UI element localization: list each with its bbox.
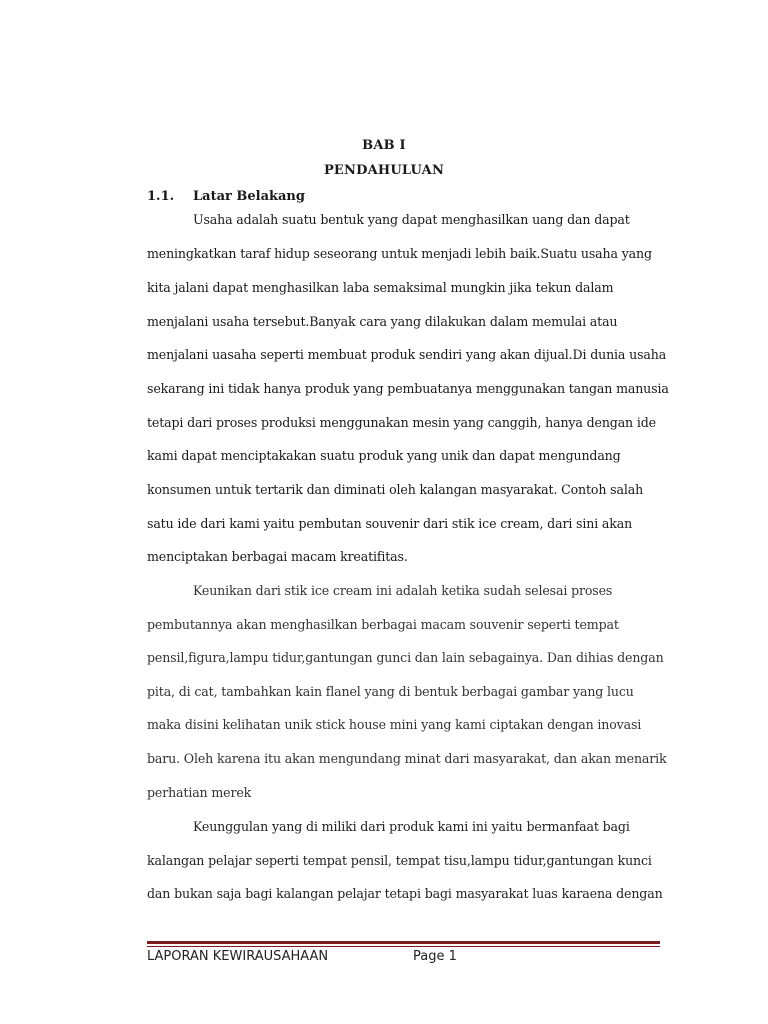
paragraph-2-line: Keunikan dari stik ice cream ini adalah ketika sudah selesai proses: [193, 583, 613, 598]
paragraph-2-line: pita, di cat, tambahkan kain flanel yang di bentuk berbagai gambar yang lucu: [147, 684, 634, 699]
paragraph-2-line: pembutannya akan menghasilkan berbagai macam souvenir seperti tempat: [147, 617, 619, 632]
paragraph-1-line: tetapi dari proses produksi menggunakan mesin yang canggih, hanya dengan ide: [147, 415, 656, 430]
paragraph-1-line: menjalani uasaha seperti membuat produk sendiri yang akan dijual.Di dunia usaha: [147, 347, 667, 362]
paragraph-2-line: pensil,figura,lampu tidur,gantungan gunci dan lain sebagainya. Dan dihias dengan: [147, 650, 664, 665]
paragraph-1-line: kita jalani dapat menghasilkan laba semaksimal mungkin jika tekun dalam: [147, 280, 614, 295]
footer-page-number: Page 1: [413, 949, 457, 964]
chapter-label: BAB I: [362, 138, 406, 153]
paragraph-3-line: Keunggulan yang di miliki dari produk kami ini yaitu bermanfaat bagi: [193, 819, 630, 834]
paragraph-1-line: kami dapat menciptakakan suatu produk yang unik dan dapat mengundang: [147, 448, 621, 463]
paragraph-2-line: baru. Oleh karena itu akan mengundang minat dari masyarakat, dan akan menarik: [147, 751, 667, 766]
paragraph-1-line: sekarang ini tidak hanya produk yang pembuatanya menggunakan tangan manusia: [147, 381, 669, 396]
footer-report-title: LAPORAN KEWIRAUSAHAAN: [147, 949, 329, 964]
paragraph-1-line: meningkatkan taraf hidup seseorang untuk menjadi lebih baik.Suatu usaha yang: [147, 246, 652, 261]
footer-divider-thin: [147, 946, 660, 947]
paragraph-1-line: menjalani usaha tersebut.Banyak cara yang dilakukan dalam memulai atau: [147, 314, 618, 329]
chapter-title: PENDAHULUAN: [323, 163, 445, 178]
paragraph-2-line: perhatian merek: [147, 785, 252, 800]
footer-divider-thick: [147, 941, 660, 944]
paragraph-3-line: dan bukan saja bagi kalangan pelajar tetapi bagi masyarakat luas karaena dengan: [147, 886, 663, 901]
paragraph-1-line: konsumen untuk tertarik dan diminati oleh kalangan masyarakat. Contoh salah: [147, 482, 644, 497]
paragraph-1-line: menciptakan berbagai macam kreatifitas.: [147, 549, 408, 564]
paragraph-1-line: satu ide dari kami yaitu pembutan souvenir dari stik ice cream, dari sini akan: [147, 516, 633, 531]
paragraph-3-line: kalangan pelajar seperti tempat pensil, tempat tisu,lampu tidur,gantungan kunci: [147, 853, 652, 868]
paragraph-1-line: Usaha adalah suatu bentuk yang dapat menghasilkan uang dan dapat: [193, 212, 630, 227]
paragraph-2-line: maka disini kelihatan unik stick house mini yang kami ciptakan dengan inovasi: [147, 717, 642, 732]
section-number: 1.1.: [147, 189, 175, 204]
section-title: Latar Belakang: [193, 189, 305, 204]
